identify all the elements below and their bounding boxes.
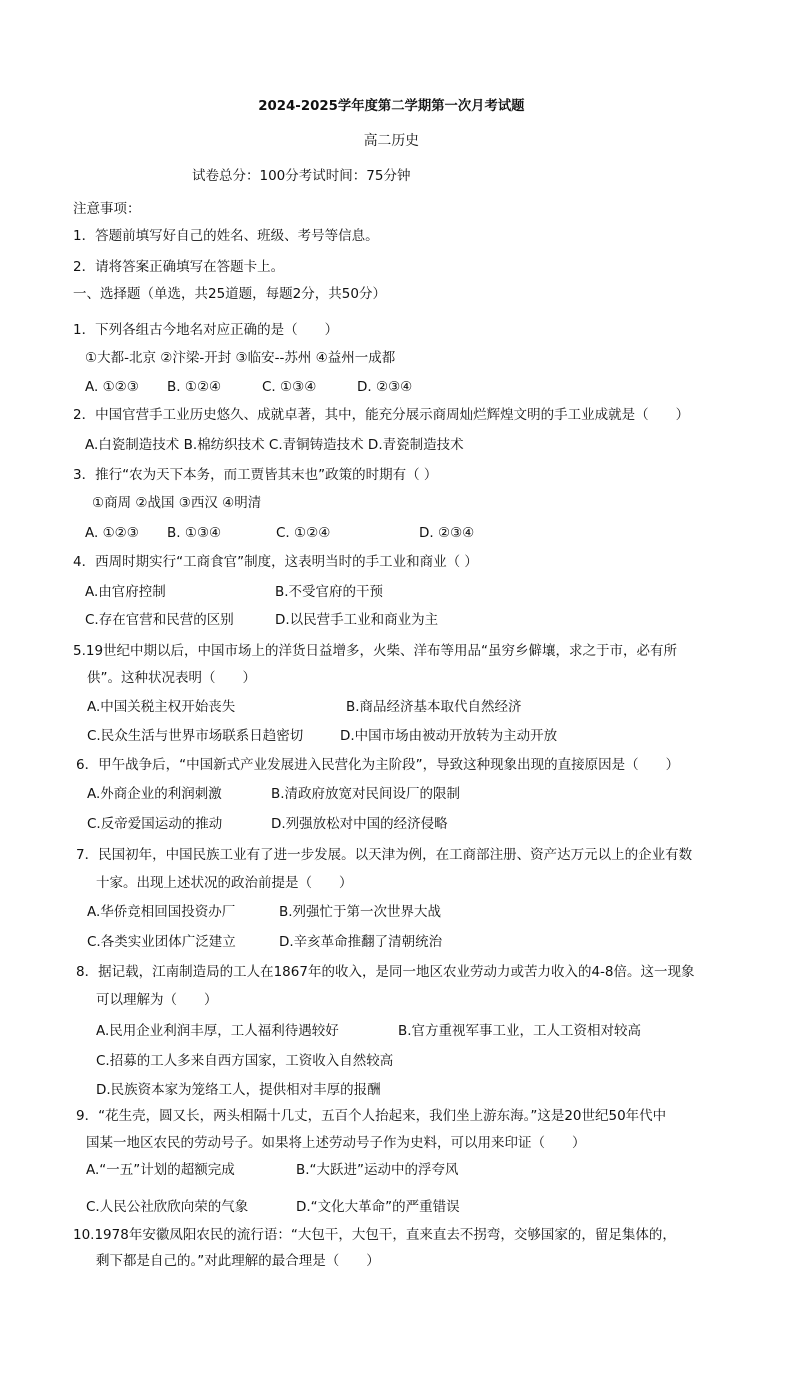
option-d: D. ②③④ [419, 525, 475, 541]
option-d: D.列强放松对中国的经济侵略 [271, 816, 448, 832]
notice-item-1: 1．答题前填写好自己的姓名、班级、考号等信息。 [73, 228, 379, 244]
question-stem: 8．据记载，江南制造局的工人在1867年的收入，是同一地区农业劳动力或苦力收入的4-8倍。这一现象 [76, 964, 695, 980]
option-c: C.存在官营和民营的区别 [85, 612, 234, 628]
option-c: C. ①②④ [276, 525, 331, 541]
option-c: C.招募的工人多来自西方国家，工资收入自然较高 [96, 1053, 394, 1069]
question-stem: 3．推行“农为天下本务，而工贾皆其末也”政策的时期有（ ） [73, 467, 438, 483]
question-stem: 7．民国初年，中国民族工业有了进一步发展。以天津为例，在工商部注册、资产达万元以上的企业有数 [76, 847, 693, 863]
option-a: A. ①②③ [85, 379, 139, 395]
question-stem-continued: 供”。这种状况表明（ ） [87, 670, 256, 686]
option-a: A.“一五”计划的超额完成 [86, 1162, 235, 1178]
question-options: A.白瓷制造技术 B.棉纺织技术 C.青铜铸造技术 D.青瓷制造技术 [85, 437, 464, 453]
exam-info: 试卷总分：100分考试时间：75分钟 [192, 168, 411, 184]
option-b: B.不受官府的干预 [275, 584, 384, 600]
option-c: C.各类实业团体广泛建立 [87, 934, 236, 950]
option-b: B.官方重视军事工业，工人工资相对较高 [398, 1023, 642, 1039]
option-c: C.反帝爱国运动的推动 [87, 816, 223, 832]
option-a: A.中国关税主权开始丧失 [87, 699, 236, 715]
question-stem: 10.1978年安徽凤阳农民的流行语：“大包干，大包干，直来直去不拐弯，交够国家的，留足集体的， [73, 1227, 676, 1243]
option-d: D.中国市场由被动开放转为主动开放 [340, 728, 558, 744]
option-b: B. ①②④ [167, 379, 222, 395]
option-b: B. ①③④ [167, 525, 222, 541]
option-d: D.“文化大革命”的严重错误 [296, 1199, 460, 1215]
subject-title: 高二历史 [363, 133, 419, 149]
question-stem: 6．甲午战争后，“中国新式产业发展进入民营化为主阶段”，导致这种现象出现的直接原因是（ ） [76, 757, 680, 773]
question-stem: 4．西周时期实行“工商食官”制度，这表明当时的手工业和商业（ ） [73, 554, 478, 570]
option-a: A.华侨竞相回国投资办厂 [87, 904, 236, 920]
option-d: D.民族资本家为笼络工人，提供相对丰厚的报酬 [96, 1082, 381, 1098]
option-a: A.民用企业利润丰厚，工人福利待遇较好 [96, 1023, 339, 1039]
question-stem-continued: 国某一地区农民的劳动号子。如果将上述劳动号子作为史料，可以用来印证（ ） [86, 1135, 586, 1151]
question-stem: 9．“花生壳，圆又长，两头相隔十几丈，五百个人抬起来，我们坐上游东海。”这是20世纪50年代中 [76, 1108, 667, 1124]
option-c: C.人民公社欣欣向荣的气象 [86, 1199, 249, 1215]
notice-item-2: 2．请将答案正确填写在答题卡上。 [73, 259, 285, 275]
option-b: B.商品经济基本取代自然经济 [346, 699, 522, 715]
option-d: D.以民营手工业和商业为主 [275, 612, 439, 628]
notice-heading: 注意事项： [73, 201, 141, 217]
question-stem-continued: 剩下都是自己的。”对此理解的最合理是（ ） [96, 1253, 380, 1269]
question-items: ①商周 ②战国 ③西汉 ④明清 [92, 495, 262, 511]
question-stem: 5.19世纪中期以后，中国市场上的洋货日益增多，火柴、洋布等用品“虽穷乡僻壤，求之于市，必有所 [73, 643, 678, 659]
exam-title: 2024-2025学年度第二学期第一次月考试题 [258, 98, 525, 114]
option-d: D.辛亥革命推翻了清朝统治 [279, 934, 443, 950]
option-a: A.外商企业的利润刺激 [87, 786, 222, 802]
section-heading: 一、选择题（单选，共25道题，每题2分，共50分） [73, 286, 386, 302]
option-c: C.民众生活与世界市场联系日趋密切 [87, 728, 304, 744]
question-items: ①大都-北京 ②汴梁-开封 ③临安--苏州 ④益州一成都 [85, 350, 396, 366]
option-d: D. ②③④ [357, 379, 413, 395]
option-a: A.由官府控制 [85, 584, 166, 600]
option-a: A. ①②③ [85, 525, 139, 541]
option-b: B.“大跃进”运动中的浮夸风 [296, 1162, 459, 1178]
option-b: B.清政府放宽对民间设厂的限制 [271, 786, 461, 802]
question-stem: 2．中国官营手工业历史悠久、成就卓著，其中，能充分展示商周灿烂辉煌文明的手工业成就是（ ） [73, 407, 690, 423]
option-c: C. ①③④ [262, 379, 317, 395]
option-b: B.列强忙于第一次世界大战 [279, 904, 442, 920]
question-stem-continued: 十家。出现上述状况的政治前提是（ ） [96, 875, 353, 891]
question-stem-continued: 可以理解为（ ） [96, 992, 218, 1008]
question-stem: 1．下列各组古今地名对应正确的是（ ） [73, 322, 339, 338]
